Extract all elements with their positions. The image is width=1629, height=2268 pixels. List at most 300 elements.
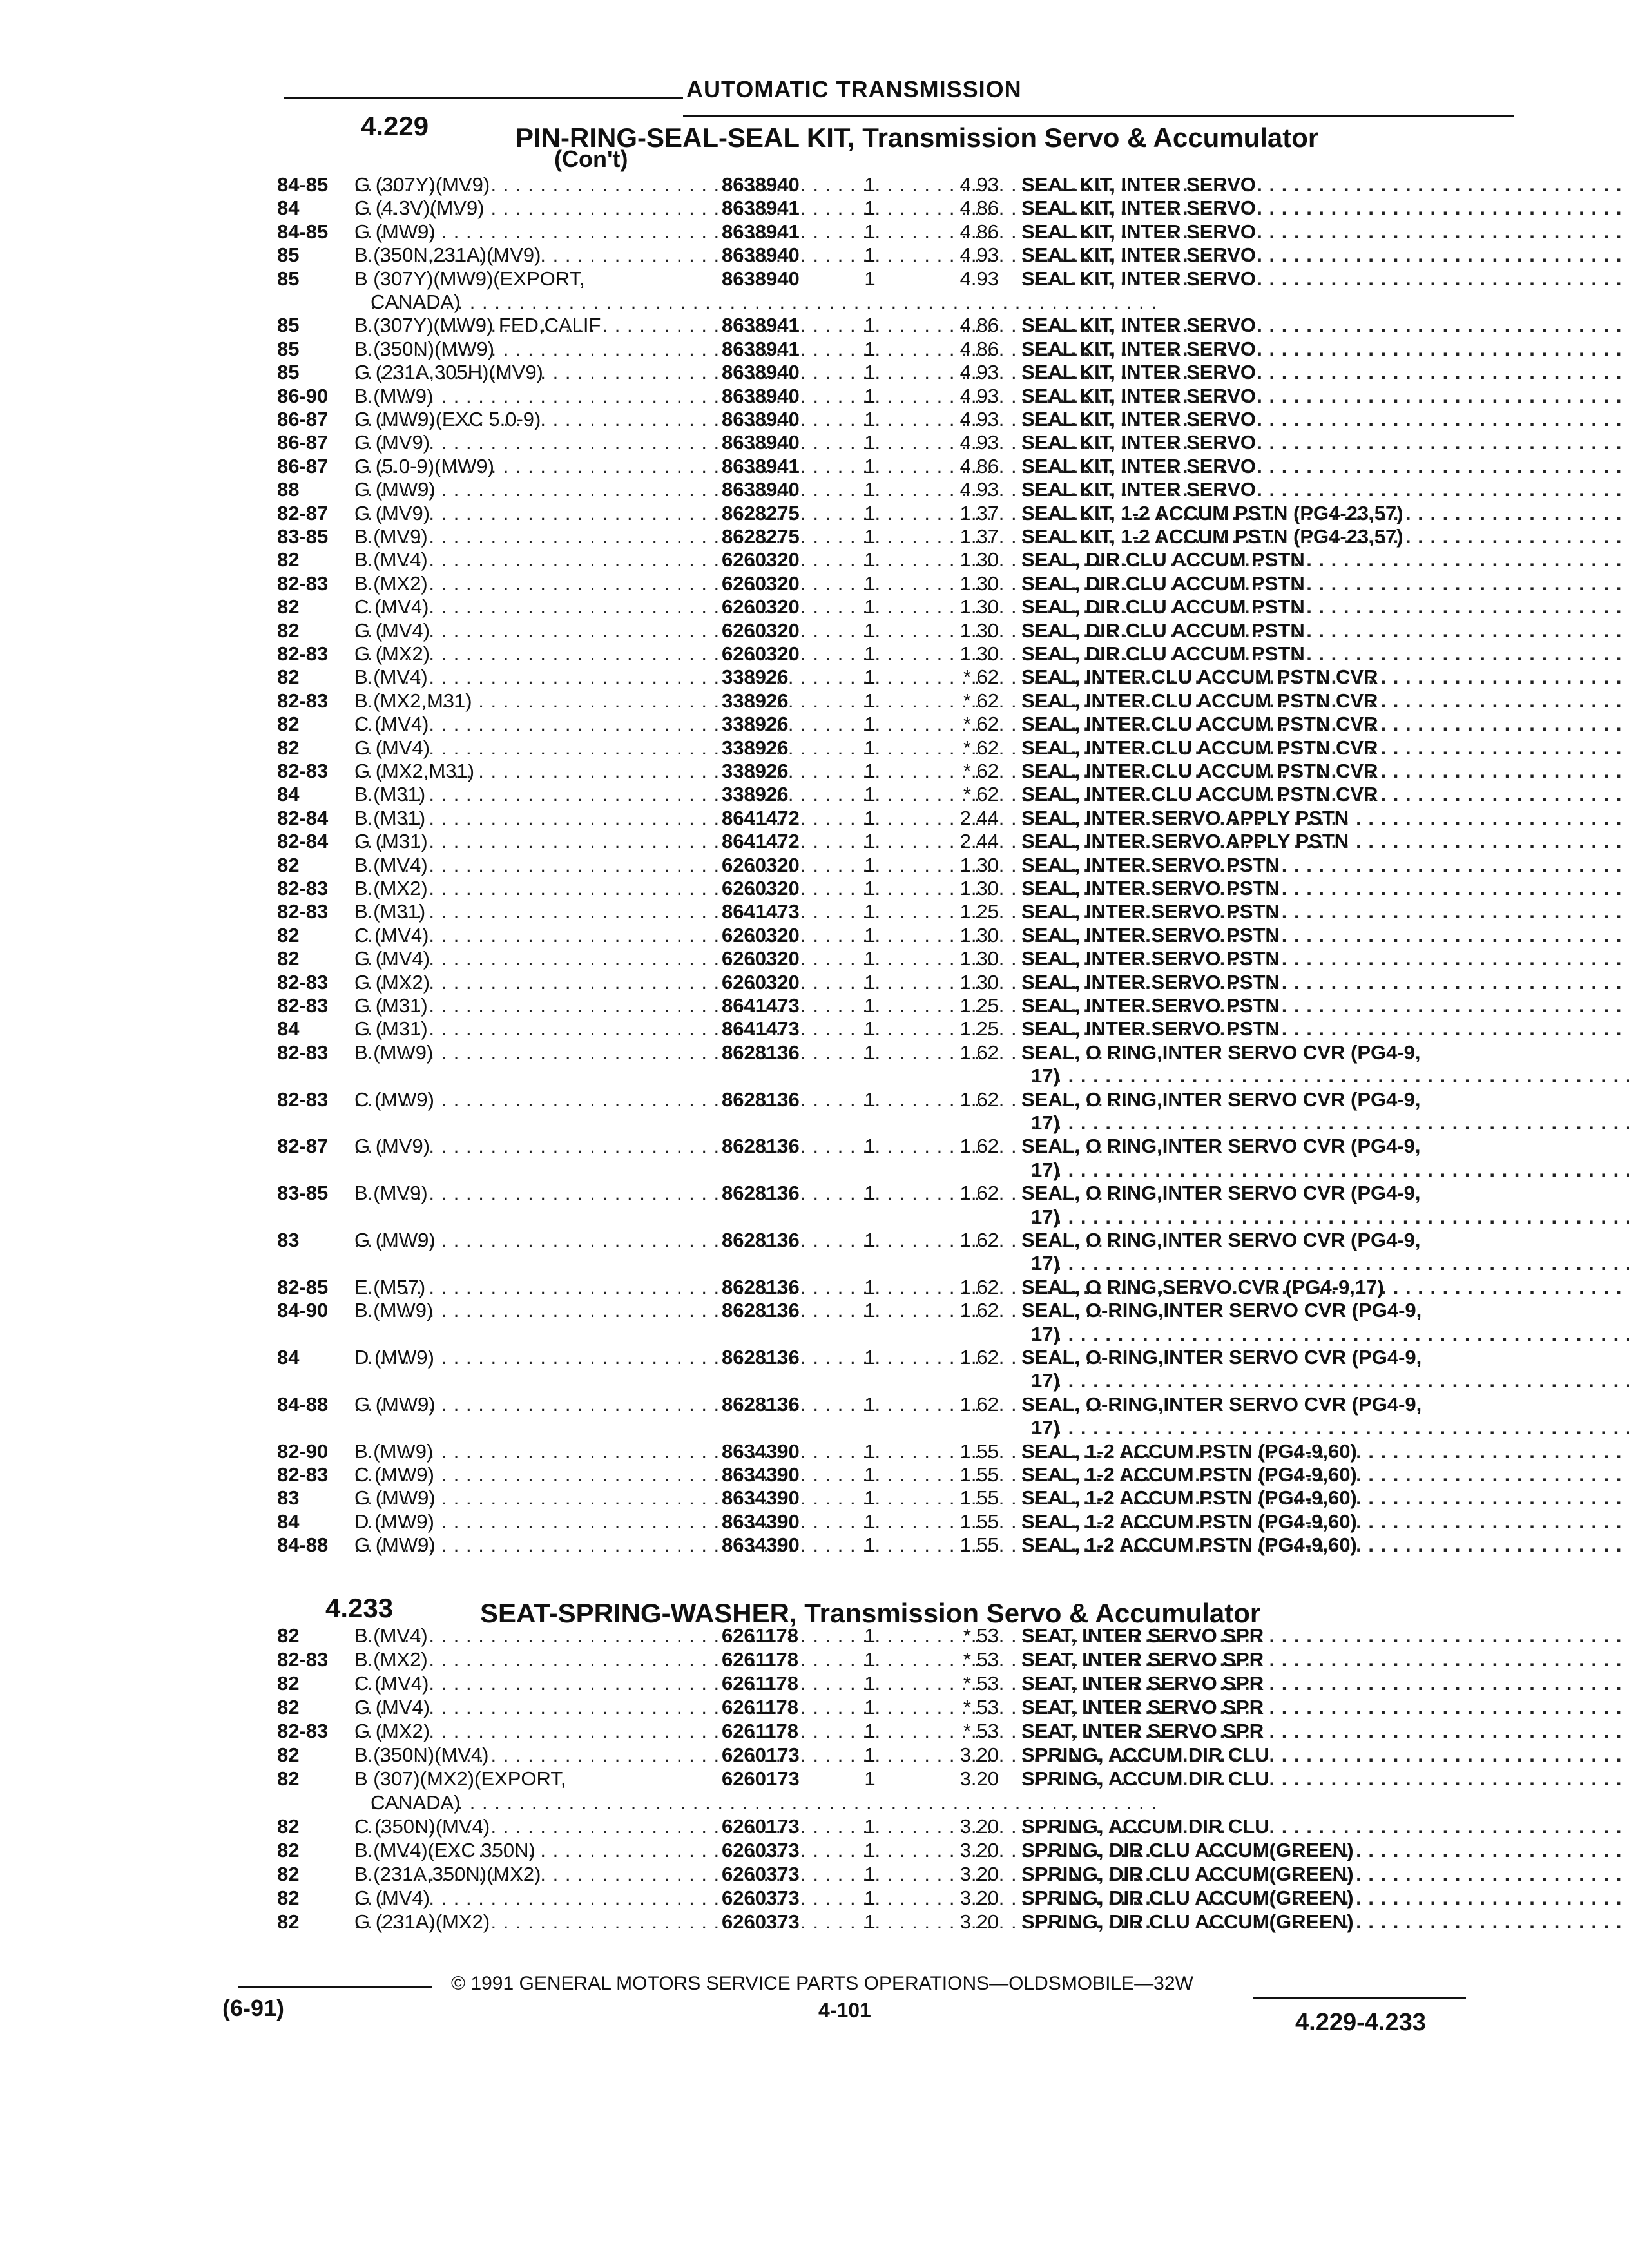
part-number: 8641472 <box>722 830 800 853</box>
parts-table-row <box>0 947 1629 971</box>
part-number: 6261178 <box>722 1696 798 1718</box>
section-number-4-229: 4.229 <box>361 111 429 141</box>
model-year: 82 <box>277 619 300 642</box>
model-text: B (MW9) <box>354 384 434 407</box>
quantity: 1 <box>864 408 876 430</box>
footer-rule-right <box>1253 1997 1466 1999</box>
quantity: 1 <box>864 642 876 665</box>
part-number: 8638941 <box>722 454 800 477</box>
model-year: 85 <box>277 337 300 360</box>
model-text: B (307Y)(MW9) FED,CALIF <box>354 314 601 337</box>
footer-page-number: 4-101 <box>818 1999 871 2022</box>
page-header-title: AUTOMATIC TRANSMISSION <box>686 76 1022 102</box>
model-year: 82 <box>277 947 300 970</box>
leader-dots <box>1021 712 1629 736</box>
footer-section-range: 4.229-4.233 <box>1295 2009 1426 2036</box>
parts-table-row <box>0 477 1629 502</box>
leader-dots <box>1021 220 1629 244</box>
leader-dots <box>1021 501 1629 526</box>
price: 1.55 <box>959 1486 999 1510</box>
description-continuation-line <box>0 1205 1629 1229</box>
part-number: 6260373 <box>722 1910 800 1933</box>
price: 1.30 <box>959 642 999 665</box>
price: 2.44 <box>959 830 999 853</box>
model-text: B (350N)(MW9) <box>354 337 495 360</box>
parts-table-row <box>0 548 1629 572</box>
leader-dots <box>1021 267 1629 291</box>
model-year: 82 <box>277 1887 300 1909</box>
parts-table-row <box>0 595 1629 619</box>
leader-dots <box>1021 524 1629 549</box>
description-text: SPRING, DIR CLU ACCUM(GREEN) <box>1021 1887 1354 1909</box>
model-text: G (MW9) <box>354 1486 436 1510</box>
description-text: SEAL, INTER SERVO PSTN <box>1021 877 1280 899</box>
part-number: 6260320 <box>722 877 800 899</box>
price: *.53 <box>963 1720 999 1742</box>
price: 1.62 <box>959 1229 999 1251</box>
price: 4.93 <box>959 267 999 290</box>
quantity: 1 <box>864 1135 876 1158</box>
model-text: C (MW9) <box>354 1463 434 1486</box>
leader-dots <box>1021 1719 1629 1744</box>
quantity: 1 <box>864 713 876 736</box>
model-text: G (MW9) <box>354 1392 436 1416</box>
model-text: G (231A,305H)(MV9) <box>354 361 543 384</box>
price: *.53 <box>963 1696 999 1718</box>
price: 1.62 <box>959 1135 999 1158</box>
parts-table-row <box>0 899 1629 924</box>
leader-dots <box>1021 360 1629 385</box>
model-continuation-line <box>0 1791 1629 1815</box>
leader-dots <box>1031 1064 1629 1088</box>
part-number: 6260373 <box>722 1863 800 1885</box>
leader-dots <box>371 1791 1157 1815</box>
parts-table-row <box>0 970 1629 995</box>
model-year: 82-90 <box>277 1439 329 1463</box>
model-year: 82-83 <box>277 1463 329 1486</box>
quantity: 1 <box>864 1299 876 1322</box>
price: 1.62 <box>959 1041 999 1064</box>
description-text: 17) <box>1031 1369 1060 1392</box>
model-year: 82 <box>277 548 300 572</box>
part-number: 8634390 <box>722 1463 800 1486</box>
leader-dots <box>1021 1648 1629 1672</box>
parts-table-row <box>0 173 1629 197</box>
parts-table-row <box>0 313 1629 338</box>
price: 4.93 <box>959 173 999 196</box>
model-text: G (231A)(MX2) <box>354 1910 490 1933</box>
description-continuation-line <box>0 1111 1629 1135</box>
description-text: SEAL KIT, INTER SERVO <box>1021 173 1257 196</box>
quantity: 1 <box>864 384 876 407</box>
model-year: 84-88 <box>277 1392 329 1416</box>
model-year: 88 <box>277 478 300 501</box>
price: *.62 <box>963 713 999 736</box>
price: *.53 <box>963 1648 999 1671</box>
quantity: 1 <box>864 947 876 970</box>
description-continuation-line <box>0 1158 1629 1182</box>
quantity: 1 <box>864 1720 876 1742</box>
part-number: 8634390 <box>722 1510 800 1533</box>
price: 1.62 <box>959 1392 999 1416</box>
price: 1.37 <box>959 501 999 524</box>
model-year: 84-88 <box>277 1533 329 1557</box>
price: 1.30 <box>959 548 999 572</box>
leader-dots <box>1021 430 1629 455</box>
description-text: SEAT, INTER SERVO SPR <box>1021 1696 1264 1718</box>
parts-table-row <box>0 572 1629 596</box>
model-text: G (MX2) <box>354 1720 430 1742</box>
part-number: 8638940 <box>722 173 800 196</box>
part-number: 8641473 <box>722 900 800 923</box>
parts-table-row <box>0 267 1629 291</box>
parts-table-row <box>0 1838 1629 1863</box>
leader-dots <box>1021 173 1629 197</box>
model-text: B (MW9) <box>354 1041 434 1064</box>
description-text: 17) <box>1031 1111 1060 1134</box>
footer-copyright: © 1991 GENERAL MOTORS SERVICE PARTS OPERATIONS—OLDSMOBILE—32W <box>451 1973 1193 1994</box>
leader-dots <box>1021 313 1629 338</box>
model-year: 86-87 <box>277 408 329 430</box>
description-text: SEAL, INTER CLU ACCUM PSTN CVR <box>1021 783 1378 806</box>
model-year: 84-90 <box>277 1299 329 1322</box>
description-text: SEAL KIT, INTER SERVO <box>1021 267 1257 290</box>
part-number: 338926 <box>722 760 789 782</box>
model-year: 83 <box>277 1229 300 1251</box>
parts-table-row <box>0 829 1629 854</box>
header-rule-right <box>683 115 1514 117</box>
price: 4.93 <box>959 384 999 407</box>
quantity: 1 <box>864 1017 876 1041</box>
description-text: SEAL KIT, INTER SERVO <box>1021 384 1257 407</box>
part-number: 8628136 <box>722 1088 800 1111</box>
quantity: 1 <box>864 877 876 899</box>
model-text: G (M31) <box>354 1017 428 1041</box>
model-year: 82-87 <box>277 501 329 524</box>
description-text: SEAL, 1-2 ACCUM PSTN (PG4-9,60) <box>1021 1439 1357 1463</box>
leader-dots <box>1021 1017 1629 1041</box>
quantity: 1 <box>864 1533 876 1557</box>
model-year: 86-90 <box>277 384 329 407</box>
parts-table-row <box>0 1345 1629 1370</box>
quantity: 1 <box>864 454 876 477</box>
parts-table-row <box>0 712 1629 736</box>
model-text: B (M31) <box>354 900 426 923</box>
leader-dots <box>1021 1671 1629 1696</box>
leader-dots <box>1021 1695 1629 1720</box>
part-number: 8628275 <box>722 525 800 548</box>
leader-dots <box>1021 1886 1629 1910</box>
leader-dots <box>1021 1439 1629 1464</box>
leader-dots <box>1021 689 1629 713</box>
parts-table-row <box>0 782 1629 807</box>
description-text: SEAL, INTER SERVO APPLY PSTN <box>1021 806 1349 829</box>
description-text: SPRING, ACCUM DIR CLU <box>1021 1815 1269 1838</box>
model-year: 82 <box>277 595 300 619</box>
model-text: B (MV9) <box>354 1182 428 1205</box>
description-text: SEAL KIT, INTER SERVO <box>1021 244 1257 267</box>
model-year: 82 <box>277 923 300 947</box>
parts-table-row <box>0 430 1629 455</box>
quantity: 1 <box>864 244 876 267</box>
description-text: SEAL, INTER CLU ACCUM PSTN CVR <box>1021 689 1378 712</box>
model-text: B (MV4) <box>354 853 428 876</box>
price: 3.20 <box>959 1863 999 1885</box>
parts-table-row <box>0 736 1629 760</box>
quantity: 1 <box>864 1624 876 1647</box>
part-number: 8638940 <box>722 384 800 407</box>
leader-dots <box>1021 548 1629 572</box>
model-year: 82-83 <box>277 572 329 595</box>
leader-dots <box>1021 736 1629 760</box>
leader-dots <box>1031 1369 1629 1393</box>
part-number: 6260320 <box>722 923 800 947</box>
price: 3.20 <box>959 1815 999 1838</box>
model-text: C (MV4) <box>354 923 429 947</box>
description-text: SEAL, INTER SERVO PSTN <box>1021 1017 1280 1041</box>
description-text: SEAL KIT, INTER SERVO <box>1021 314 1257 337</box>
model-year: 83-85 <box>277 525 329 548</box>
part-number: 8638940 <box>722 267 800 290</box>
quantity: 1 <box>864 1696 876 1718</box>
part-number: 8628136 <box>722 1041 800 1064</box>
description-text: SPRING, ACCUM DIR CLU <box>1021 1744 1269 1766</box>
parts-table-row <box>0 196 1629 220</box>
part-number: 6260320 <box>722 642 800 665</box>
model-text: E (M57) <box>354 1275 426 1298</box>
description-text: SPRING, ACCUM DIR CLU <box>1021 1767 1269 1790</box>
leader-dots <box>1021 923 1629 948</box>
description-text: SEAL, 1-2 ACCUM PSTN (PG4-9,60) <box>1021 1463 1357 1486</box>
description-text: SEAL, O-RING,INTER SERVO CVR (PG4-9, <box>1021 1346 1422 1369</box>
description-text: SEAL, INTER CLU ACCUM PSTN CVR <box>1021 760 1378 782</box>
part-number: 6260320 <box>722 970 800 994</box>
description-text: SEAL, O RING,INTER SERVO CVR (PG4-9, <box>1021 1088 1421 1111</box>
parts-table-row <box>0 220 1629 244</box>
parts-table-row <box>0 806 1629 831</box>
price: 4.86 <box>959 314 999 337</box>
model-year: 82-83 <box>277 642 329 665</box>
description-text: SEAL, O RING,INTER SERVO CVR (PG4-9, <box>1021 1229 1421 1251</box>
part-number: 8638941 <box>722 197 800 220</box>
model-text: B (M31) <box>354 806 426 829</box>
description-text: SEAL, DIR CLU ACCUM PSTN <box>1021 548 1305 572</box>
leader-dots <box>1021 1767 1629 1791</box>
parts-table-row <box>0 1862 1629 1887</box>
part-number: 8628136 <box>722 1229 800 1251</box>
description-text: SEAT, INTER SERVO SPR <box>1021 1648 1264 1671</box>
description-text: SEAL, O-RING,INTER SERVO CVR (PG4-9, <box>1021 1299 1422 1322</box>
model-text: B (MV9) <box>354 525 428 548</box>
parts-table-row <box>0 1814 1629 1839</box>
model-continuation-line <box>0 290 1629 314</box>
parts-table-row <box>0 759 1629 783</box>
model-text: C (MV4) <box>354 713 429 736</box>
description-text: SEAL, 1-2 ACCUM PSTN (PG4-9,60) <box>1021 1486 1357 1510</box>
quantity: 1 <box>864 1463 876 1486</box>
leader-dots <box>1021 196 1629 220</box>
part-number: 6260173 <box>722 1815 800 1838</box>
part-number: 8628275 <box>722 501 800 524</box>
part-number: 8638941 <box>722 337 800 360</box>
quantity: 1 <box>864 1229 876 1251</box>
part-number: 6260173 <box>722 1767 800 1790</box>
description-continuation-line <box>0 1416 1629 1440</box>
parts-table-row <box>0 360 1629 385</box>
model-year: 82-83 <box>277 1720 329 1742</box>
leader-dots <box>1021 337 1629 361</box>
part-number: 8628136 <box>722 1135 800 1158</box>
model-text: G (MX2,M31) <box>354 760 475 782</box>
quantity: 1 <box>864 595 876 619</box>
quantity: 1 <box>864 689 876 712</box>
parts-table-row <box>0 1648 1629 1672</box>
parts-table-row <box>0 1228 1629 1253</box>
quantity: 1 <box>864 314 876 337</box>
leader-dots <box>1021 1862 1629 1887</box>
model-year: 82-83 <box>277 877 329 899</box>
part-number: 8628136 <box>722 1275 800 1298</box>
part-number: 6260320 <box>722 595 800 619</box>
model-text: G (4.3V)(MV9) <box>354 197 485 220</box>
price: 1.25 <box>959 900 999 923</box>
description-text: SEAL, INTER SERVO PSTN <box>1021 900 1280 923</box>
leader-dots <box>1021 477 1629 502</box>
description-text: SEAL KIT, INTER SERVO <box>1021 361 1257 384</box>
header-rule-left <box>284 97 683 99</box>
description-text: SEAL, INTER SERVO PSTN <box>1021 853 1280 876</box>
section-title-4-229: PIN-RING-SEAL-SEAL KIT, Transmission Servo & Accumulator <box>516 122 1319 153</box>
part-number: 6260320 <box>722 572 800 595</box>
description-text: SEAL, INTER SERVO PSTN <box>1021 923 1280 947</box>
leader-dots <box>1021 642 1629 666</box>
parts-table-row <box>0 1298 1629 1323</box>
model-year: 85 <box>277 244 300 267</box>
model-text: G (MV4) <box>354 1696 430 1718</box>
description-text: 17) <box>1031 1416 1060 1439</box>
price: *.62 <box>963 666 999 689</box>
model-year: 82-85 <box>277 1275 329 1298</box>
model-year: 84 <box>277 1017 300 1041</box>
description-text: SEAL, INTER SERVO PSTN <box>1021 970 1280 994</box>
model-year: 82-83 <box>277 900 329 923</box>
model-year: 82-84 <box>277 830 329 853</box>
parts-table-row <box>0 1181 1629 1206</box>
parts-table-row <box>0 665 1629 689</box>
model-text: B (350N)(MV4) <box>354 1744 489 1766</box>
model-year: 82 <box>277 713 300 736</box>
part-number: 8638941 <box>722 220 800 243</box>
model-year: 82 <box>277 1815 300 1838</box>
price: 1.62 <box>959 1299 999 1322</box>
leader-dots <box>1021 1510 1629 1534</box>
model-year: 82-83 <box>277 994 329 1017</box>
description-text: SEAL KIT, INTER SERVO <box>1021 197 1257 220</box>
leader-dots <box>1021 947 1629 971</box>
leader-dots <box>1021 853 1629 878</box>
parts-table-row <box>0 384 1629 408</box>
price: *.62 <box>963 689 999 712</box>
model-text: G (MW9)(EXC 5.0-9) <box>354 408 541 430</box>
model-text: G (MV9) <box>354 1135 430 1158</box>
leader-dots <box>1031 1416 1629 1440</box>
quantity: 1 <box>864 1744 876 1766</box>
part-number: 8638940 <box>722 361 800 384</box>
model-year: 82-83 <box>277 1088 329 1111</box>
quantity: 1 <box>864 900 876 923</box>
part-number: 6260320 <box>722 853 800 876</box>
quantity: 1 <box>864 1863 876 1885</box>
quantity: 1 <box>864 1439 876 1463</box>
model-text: B (MV4) <box>354 1624 428 1647</box>
parts-table-row <box>0 1041 1629 1065</box>
description-text: 17) <box>1031 1322 1060 1345</box>
description-text: 17) <box>1031 1252 1060 1275</box>
price: *.53 <box>963 1672 999 1695</box>
description-text: SEAL KIT, INTER SERVO <box>1021 337 1257 360</box>
price: 4.93 <box>959 244 999 267</box>
model-year: 84 <box>277 197 300 220</box>
model-year: 82 <box>277 853 300 876</box>
model-text: C (MW9) <box>354 1088 434 1111</box>
model-year: 82-83 <box>277 970 329 994</box>
model-text: G (M31) <box>354 994 428 1017</box>
price: 3.20 <box>959 1910 999 1933</box>
parts-table-row <box>0 642 1629 666</box>
section-title-4-233: SEAT-SPRING-WASHER, Transmission Servo & Accumulator <box>480 1598 1261 1628</box>
leader-dots <box>1021 572 1629 596</box>
price: 2.44 <box>959 806 999 829</box>
price: 1.55 <box>959 1533 999 1557</box>
price: 4.93 <box>959 361 999 384</box>
model-text: B (MX2) <box>354 572 428 595</box>
quantity: 1 <box>864 970 876 994</box>
part-number: 6261178 <box>722 1624 798 1647</box>
parts-table-row <box>0 501 1629 526</box>
parts-table-row <box>0 1624 1629 1648</box>
part-number: 8634390 <box>722 1533 800 1557</box>
leader-dots <box>1021 1743 1629 1767</box>
part-number: 6260373 <box>722 1887 800 1909</box>
leader-dots <box>1021 1910 1629 1934</box>
model-year: 82-83 <box>277 760 329 782</box>
part-number: 6260320 <box>722 947 800 970</box>
price: 1.30 <box>959 595 999 619</box>
price: 1.30 <box>959 947 999 970</box>
part-number: 6260173 <box>722 1744 800 1766</box>
description-continuation-line <box>0 1064 1629 1088</box>
description-text: SEAL, O RING,INTER SERVO CVR (PG4-9, <box>1021 1182 1421 1205</box>
quantity: 1 <box>864 173 876 196</box>
model-text: D (MW9) <box>354 1510 434 1533</box>
parts-table-row <box>0 337 1629 361</box>
model-text: B (MW9) <box>354 1439 434 1463</box>
part-number: 6261178 <box>722 1648 798 1671</box>
parts-table-row <box>0 1510 1629 1534</box>
description-text: SPRING, DIR CLU ACCUM(GREEN) <box>1021 1839 1354 1861</box>
model-year: 85 <box>277 267 300 290</box>
description-text: SEAT, INTER SERVO SPR <box>1021 1720 1264 1742</box>
leader-dots <box>1021 806 1629 831</box>
price: 1.30 <box>959 877 999 899</box>
price: 3.20 <box>959 1839 999 1861</box>
model-year: 83 <box>277 1486 300 1510</box>
leader-dots <box>1031 1322 1629 1347</box>
price: 3.20 <box>959 1744 999 1766</box>
price: 1.62 <box>959 1182 999 1205</box>
leader-dots <box>1021 829 1629 854</box>
model-year: 85 <box>277 314 300 337</box>
